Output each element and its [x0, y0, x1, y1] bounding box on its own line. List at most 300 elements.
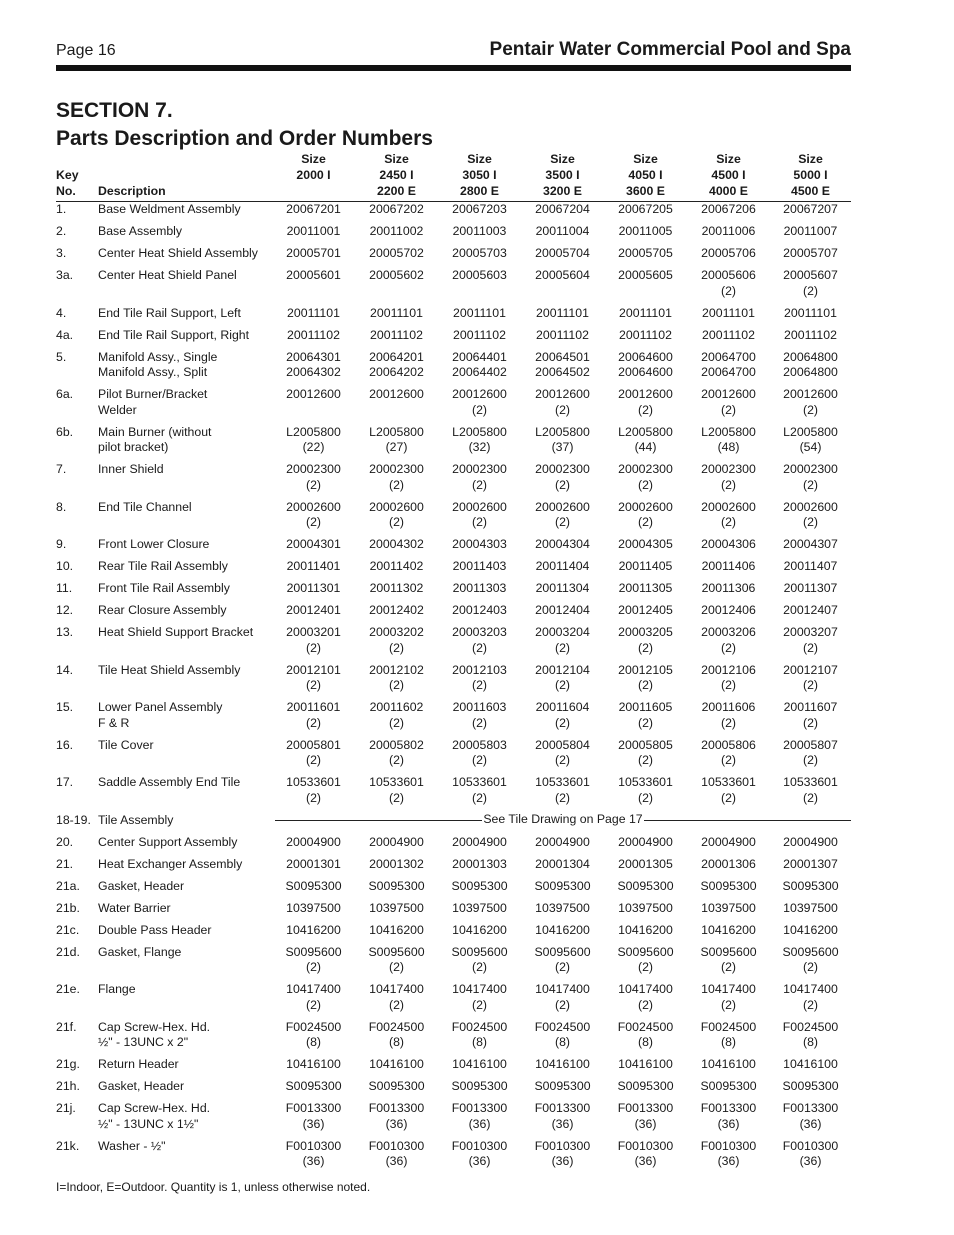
description-line: Heat Shield Support Bracket — [98, 625, 254, 639]
part-number: S0095600 — [782, 944, 839, 959]
part-number-cell — [687, 879, 770, 901]
quantity: (8) — [720, 1035, 737, 1049]
quantity: (2) — [388, 997, 405, 1012]
part-number: S0095300 — [617, 878, 674, 893]
part-number: 20011601 — [286, 700, 341, 714]
part-number-cell — [438, 246, 521, 268]
key-number: 21e. — [56, 982, 80, 996]
part-number: 20011102 — [619, 327, 672, 342]
part-number-cell — [604, 857, 687, 879]
part-number: 10416100 — [286, 1057, 341, 1071]
part-number-cell — [521, 268, 604, 306]
part-number: 20003205 — [618, 625, 673, 639]
part-number-cell — [770, 537, 851, 559]
part-number: 20011406 — [701, 559, 756, 573]
part-number: S0095300 — [700, 878, 757, 893]
part-number-cell — [687, 835, 770, 857]
part-number: 20005601 — [286, 268, 341, 282]
part-number: 20001303 — [452, 856, 507, 871]
part-number-cell — [687, 901, 770, 923]
part-number-cell — [438, 879, 521, 901]
part-number-cell — [272, 945, 355, 983]
quantity: (2) — [637, 753, 654, 767]
part-description — [98, 328, 272, 350]
quantity: 20064502 — [535, 365, 590, 379]
part-number-cell — [355, 923, 438, 945]
part-number-cell — [604, 1057, 687, 1079]
part-number-cell — [438, 559, 521, 581]
part-number: S0095600 — [285, 944, 342, 959]
quantity: (2) — [305, 753, 322, 767]
part-number: 20011301 — [286, 581, 341, 595]
key-column-header — [56, 151, 98, 202]
key-number: 5. — [56, 349, 67, 364]
part-number-cell — [687, 268, 770, 306]
part-number-cell — [521, 202, 604, 225]
part-number-cell — [770, 350, 851, 388]
key-number: 21g. — [56, 1057, 80, 1071]
part-number-cell — [355, 663, 438, 701]
part-number-cell — [687, 700, 770, 738]
part-number: 20001302 — [369, 856, 424, 871]
table-row — [56, 945, 851, 983]
key-number: 4. — [56, 305, 67, 320]
part-number-cell — [272, 1020, 355, 1058]
part-number-cell — [687, 775, 770, 813]
table-row — [56, 537, 851, 559]
part-number: L2005800 — [286, 424, 341, 439]
part-number-cell — [687, 1101, 770, 1139]
size-column-header — [604, 151, 687, 202]
part-number-cell — [687, 559, 770, 581]
part-number-cell — [521, 923, 604, 945]
quantity: (2) — [637, 515, 654, 529]
part-number-cell — [604, 879, 687, 901]
part-number: F0013300 — [285, 1101, 342, 1115]
part-number-cell — [438, 1020, 521, 1058]
part-number-cell — [272, 224, 355, 246]
part-number-cell — [272, 328, 355, 350]
part-number: F0010300 — [285, 1138, 342, 1153]
part-number-cell — [604, 202, 687, 225]
part-number-cell — [438, 306, 521, 328]
part-description — [98, 500, 272, 538]
part-number: 20012105 — [618, 662, 673, 677]
part-number-cell — [770, 1057, 851, 1079]
part-number: S0095300 — [534, 1079, 591, 1093]
quantity: 20064302 — [286, 365, 341, 379]
quantity: (2) — [637, 477, 654, 492]
part-number-cell — [355, 1079, 438, 1101]
part-number-cell — [272, 268, 355, 306]
part-number-cell — [770, 1139, 851, 1177]
description-line: Front Tile Rail Assembly — [98, 581, 230, 595]
part-number-cell — [604, 923, 687, 945]
part-number-cell — [521, 246, 604, 268]
part-number-cell — [438, 923, 521, 945]
section-number: SECTION 7. — [56, 99, 173, 122]
table-row — [56, 425, 851, 463]
part-number: 20011306 — [701, 581, 756, 595]
part-description — [98, 603, 272, 625]
part-number-cell — [521, 982, 604, 1020]
part-number-cell — [521, 537, 604, 559]
part-number-cell — [438, 1139, 521, 1177]
table-row — [56, 982, 851, 1020]
page-number: Page 16 — [56, 42, 116, 59]
size-header-line: Size — [633, 152, 658, 166]
part-number-cell — [770, 982, 851, 1020]
part-number: 20012600 — [701, 387, 756, 401]
part-number-cell — [604, 425, 687, 463]
part-number: 20004900 — [452, 834, 507, 849]
quantity: (44) — [634, 440, 657, 454]
quantity: (2) — [802, 477, 819, 492]
quantity: (36) — [634, 1154, 657, 1168]
part-number: 20011006 — [701, 224, 756, 238]
part-number: 10416100 — [452, 1057, 507, 1071]
part-number: 10397500 — [369, 900, 424, 915]
part-number-cell — [770, 425, 851, 463]
part-number-cell — [355, 224, 438, 246]
quantity: (36) — [385, 1154, 408, 1168]
part-description — [98, 224, 272, 246]
part-number-cell — [355, 306, 438, 328]
part-number: 20011102 — [784, 327, 837, 342]
part-number: 10416200 — [701, 922, 756, 937]
part-number-cell — [687, 603, 770, 625]
part-number: 10533601 — [535, 775, 590, 789]
part-number: F0024500 — [451, 1019, 508, 1034]
quantity: 20064800 — [783, 365, 838, 379]
part-number: 20005702 — [369, 246, 424, 260]
part-number: F0010300 — [451, 1138, 508, 1153]
quantity: (2) — [471, 997, 488, 1012]
part-number-cell — [770, 901, 851, 923]
part-number-cell — [521, 581, 604, 603]
description-line: Double Pass Header — [98, 922, 212, 937]
description-line: End Tile Rail Support, Left — [98, 305, 241, 320]
part-number: 10417400 — [535, 982, 590, 996]
key-number: 3a. — [56, 268, 74, 282]
part-number: 20005802 — [369, 737, 424, 752]
part-number-cell — [687, 328, 770, 350]
table-row — [56, 306, 851, 328]
key-number: 21b. — [56, 900, 80, 915]
part-number-cell — [604, 224, 687, 246]
table-row — [56, 202, 851, 225]
part-number: 10397500 — [535, 900, 590, 915]
quantity: (2) — [802, 283, 819, 298]
part-number: 20011005 — [618, 224, 673, 238]
size-column-header — [687, 151, 770, 202]
part-number-cell — [687, 537, 770, 559]
part-number-cell — [272, 559, 355, 581]
size-header-line: 3600 E — [626, 184, 665, 198]
quantity: (2) — [388, 678, 405, 692]
size-column-header — [438, 151, 521, 202]
part-number: S0095300 — [451, 878, 508, 893]
part-number-cell — [770, 1101, 851, 1139]
part-description — [98, 1139, 272, 1177]
part-number: 20011102 — [702, 327, 755, 342]
part-description — [98, 425, 272, 463]
size-header-line: 2450 I — [379, 168, 414, 182]
part-number: 20004302 — [369, 537, 424, 551]
part-number-cell — [355, 1101, 438, 1139]
part-number: 20012403 — [452, 603, 507, 617]
part-number-cell — [604, 1020, 687, 1058]
part-number-cell — [438, 1079, 521, 1101]
quantity: (2) — [802, 960, 819, 974]
description-line: Tile Heat Shield Assembly — [98, 662, 241, 677]
part-number-cell — [604, 581, 687, 603]
part-number: 20005704 — [535, 246, 590, 260]
part-number: 20011004 — [535, 224, 590, 238]
quantity: (2) — [305, 477, 322, 492]
part-number-cell — [521, 945, 604, 983]
part-number: S0095300 — [368, 1079, 425, 1093]
part-number-cell — [604, 246, 687, 268]
part-number-cell — [355, 1057, 438, 1079]
part-number: F0024500 — [700, 1019, 757, 1034]
part-number: 20011605 — [618, 700, 673, 714]
description-line: Tile Cover — [98, 737, 154, 752]
part-number: S0095300 — [534, 878, 591, 893]
see-drawing-text: See Tile Drawing on Page 17 — [483, 812, 643, 827]
table-header-row — [56, 151, 851, 202]
part-number-cell — [272, 462, 355, 500]
quantity: (2) — [471, 477, 488, 492]
part-description — [98, 387, 272, 425]
part-number-cell — [272, 1079, 355, 1101]
part-number: 20011403 — [452, 559, 507, 573]
part-number-cell — [604, 559, 687, 581]
part-number-cell — [355, 625, 438, 663]
description-line: Manifold Assy., Split — [98, 365, 208, 379]
part-number-cell — [272, 923, 355, 945]
part-description — [98, 306, 272, 328]
size-header-line: Size — [716, 152, 741, 166]
part-number: S0095600 — [700, 944, 757, 959]
part-number-cell — [272, 835, 355, 857]
quantity: (8) — [802, 1035, 819, 1049]
quantity: (2) — [471, 640, 488, 655]
part-number: 20012103 — [452, 662, 507, 677]
size-header-line: 4500 E — [791, 184, 830, 198]
table-row — [56, 901, 851, 923]
part-number-cell — [272, 1057, 355, 1079]
key-number: 17. — [56, 775, 74, 789]
part-number: 20004307 — [783, 537, 838, 551]
part-number: 20004301 — [286, 537, 341, 551]
part-number-cell — [272, 581, 355, 603]
part-number-cell — [521, 1020, 604, 1058]
key-number: 12. — [56, 603, 74, 617]
description-line: Manifold Assy., Single — [98, 349, 218, 364]
part-number: 20011606 — [701, 700, 756, 714]
header-rule — [56, 65, 851, 71]
description-line: Return Header — [98, 1057, 179, 1071]
quantity: (2) — [720, 997, 737, 1012]
part-number: 20064301 — [286, 349, 341, 364]
part-number-cell — [438, 625, 521, 663]
part-number-cell — [355, 603, 438, 625]
quantity: (36) — [799, 1154, 822, 1168]
quantity: (36) — [717, 1154, 740, 1168]
part-description — [98, 700, 272, 738]
key-number: 8. — [56, 499, 67, 514]
part-number-cell — [521, 1057, 604, 1079]
quantity: (2) — [388, 515, 405, 529]
quantity: (8) — [388, 1035, 405, 1049]
part-number-cell — [604, 328, 687, 350]
part-description — [98, 581, 272, 603]
part-number: 10397500 — [618, 900, 673, 915]
part-number-cell — [521, 775, 604, 813]
quantity: (36) — [634, 1116, 657, 1131]
description-line: Tile Assembly — [98, 812, 174, 827]
table-row — [56, 775, 851, 813]
key-number: 21c. — [56, 922, 80, 937]
description-line: pilot bracket) — [98, 440, 169, 454]
description-line: Gasket, Header — [98, 878, 185, 893]
description-line: Gasket, Header — [98, 1079, 185, 1093]
part-number-cell — [521, 700, 604, 738]
key-number: 2. — [56, 224, 67, 238]
key-header-line: No. — [56, 184, 76, 198]
part-number-cell — [770, 268, 851, 306]
part-number-cell — [770, 775, 851, 813]
part-number-cell — [770, 700, 851, 738]
part-number-cell — [770, 581, 851, 603]
part-number: S0095600 — [617, 944, 674, 959]
quantity: (2) — [554, 753, 571, 767]
quantity: (36) — [799, 1116, 822, 1131]
quantity: (36) — [551, 1154, 574, 1168]
part-number-cell — [770, 923, 851, 945]
part-number-cell — [521, 663, 604, 701]
quantity: (2) — [720, 477, 737, 492]
size-header-line: 5000 I — [793, 168, 828, 182]
part-number-cell — [521, 625, 604, 663]
table-row — [56, 738, 851, 776]
table-row — [56, 1079, 851, 1101]
quantity: (2) — [305, 715, 322, 730]
part-number: 20011101 — [619, 305, 672, 320]
part-number: 20005707 — [783, 246, 838, 260]
part-number-cell — [438, 462, 521, 500]
part-description — [98, 738, 272, 776]
part-number-cell — [438, 663, 521, 701]
part-number-cell — [521, 425, 604, 463]
quantity: (8) — [554, 1035, 571, 1049]
key-number: 16. — [56, 737, 74, 752]
part-number-cell — [355, 879, 438, 901]
quantity: (2) — [471, 790, 488, 805]
description-column-header: Description — [98, 151, 272, 202]
table-row — [56, 835, 851, 857]
description-line: Center Support Assembly — [98, 834, 238, 849]
part-number-cell — [770, 202, 851, 225]
table-row — [56, 603, 851, 625]
part-number: F0013300 — [700, 1101, 757, 1115]
part-number: 20005706 — [701, 246, 756, 260]
part-number: 20011102 — [370, 327, 423, 342]
part-number: 20067204 — [535, 202, 590, 216]
part-number: 20002300 — [618, 462, 673, 476]
part-number-cell — [770, 306, 851, 328]
part-number: 20004900 — [701, 834, 756, 849]
part-number-cell — [770, 857, 851, 879]
part-number: 10397500 — [452, 900, 507, 915]
part-description — [98, 625, 272, 663]
quantity: (2) — [305, 678, 322, 692]
part-number: 20011102 — [536, 327, 589, 342]
description-line: Flange — [98, 982, 136, 996]
part-number: 20011001 — [286, 224, 341, 238]
part-number: 20004303 — [452, 537, 507, 551]
part-number: 20005705 — [618, 246, 673, 260]
quantity: (2) — [802, 640, 819, 655]
part-number: 20005807 — [783, 737, 838, 752]
part-number-cell — [521, 1101, 604, 1139]
quantity: (2) — [637, 715, 654, 730]
part-number-cell — [272, 901, 355, 923]
key-number: 21h. — [56, 1079, 80, 1093]
part-number: S0095300 — [451, 1079, 508, 1093]
part-number: 20064201 — [369, 349, 424, 364]
part-number: 20067201 — [286, 202, 341, 216]
part-number: 20067202 — [369, 202, 424, 216]
part-number: 20011405 — [618, 559, 673, 573]
part-number: 20011604 — [535, 700, 590, 714]
key-number: 21d. — [56, 944, 80, 959]
part-number: 20011401 — [286, 559, 341, 573]
part-number: 10416200 — [452, 922, 507, 937]
part-number-cell — [438, 500, 521, 538]
part-number: 10416100 — [618, 1057, 673, 1071]
part-number: 20011303 — [452, 581, 507, 595]
part-number-cell — [438, 982, 521, 1020]
part-number-cell — [687, 224, 770, 246]
part-number: 20004900 — [369, 834, 424, 849]
quantity: (2) — [554, 715, 571, 730]
part-number-cell — [521, 224, 604, 246]
part-number: 20005803 — [452, 737, 507, 752]
part-number: 10416100 — [535, 1057, 590, 1071]
part-description — [98, 945, 272, 983]
key-number: 14. — [56, 662, 74, 677]
description-line: Rear Closure Assembly — [98, 603, 227, 617]
part-number: 20005701 — [286, 246, 341, 260]
quantity: (2) — [637, 640, 654, 655]
part-description — [98, 1101, 272, 1139]
part-number: L2005800 — [701, 424, 756, 439]
part-number: 10416200 — [535, 922, 590, 937]
part-number: 20011607 — [783, 700, 838, 714]
quantity: (2) — [720, 790, 737, 805]
key-number: 21a. — [56, 878, 80, 893]
part-number: 20002600 — [369, 499, 424, 514]
part-number: 20012600 — [286, 387, 341, 401]
part-number: F0024500 — [534, 1019, 591, 1034]
part-number: L2005800 — [535, 424, 590, 439]
part-number-cell — [355, 700, 438, 738]
part-number-cell — [355, 835, 438, 857]
size-header-line: Size — [384, 152, 409, 166]
part-number: F0010300 — [534, 1138, 591, 1153]
